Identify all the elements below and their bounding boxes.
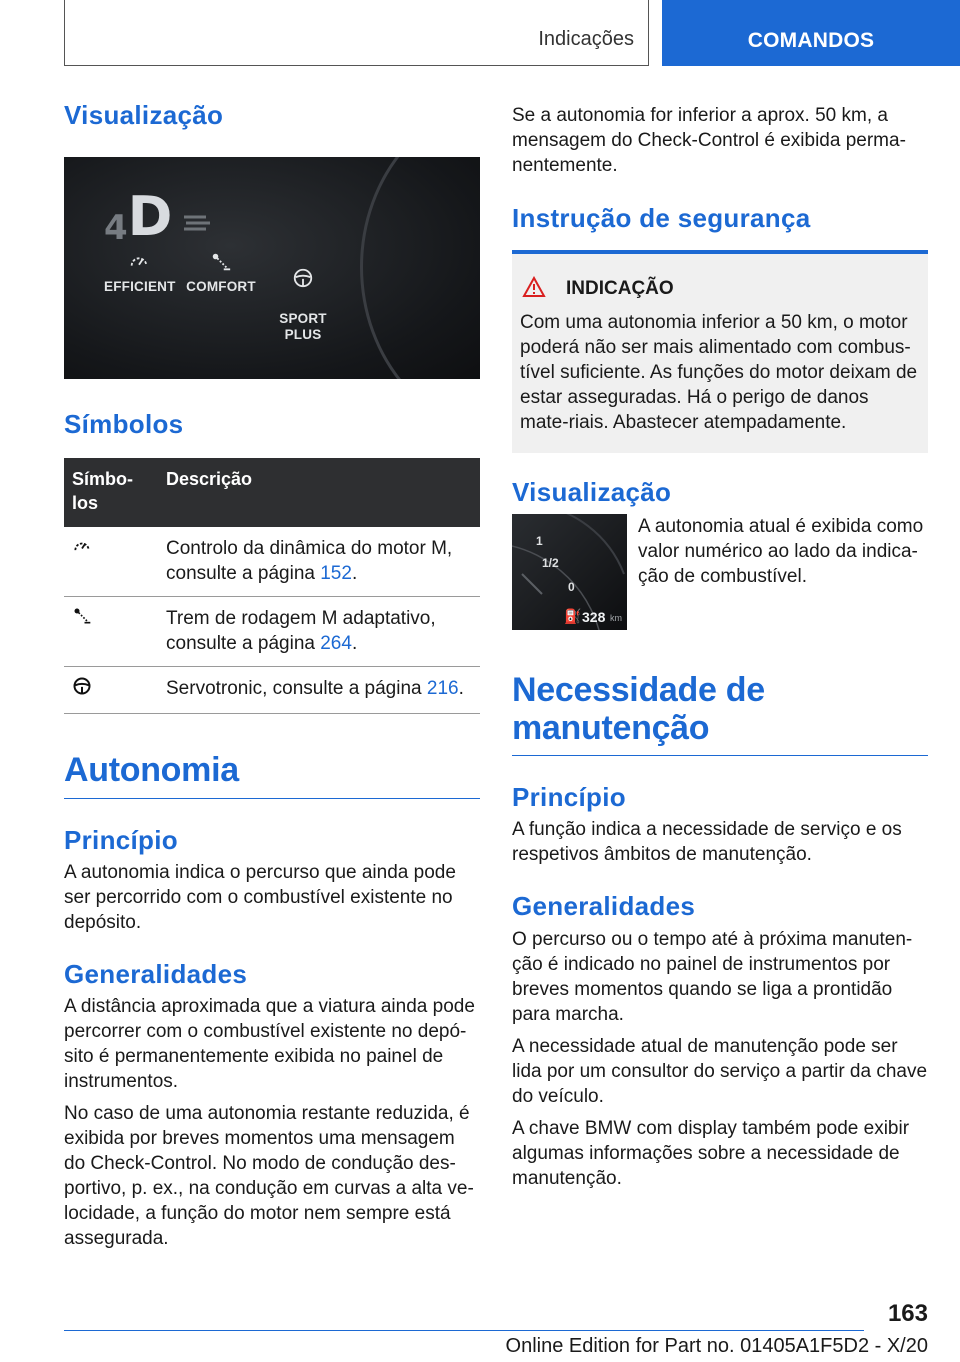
manutencao-heading: Necessidade de manutenção [512, 672, 928, 756]
table-header-row [64, 458, 480, 527]
principio-heading: Princípio [64, 824, 178, 855]
autonomia-heading: Autonomia [64, 752, 480, 798]
right-column [512, 100, 928, 1191]
gear-indicator [104, 185, 216, 248]
page-number: 163 [887, 1300, 928, 1327]
row-end: . [458, 678, 464, 700]
fuel-display-block [512, 514, 928, 630]
generalidades-text-2: No caso de uma autonomia restante reduzida, é exibida por breves momentos uma mensagem do Check-Control. No modo de condução des-portivo, p. ex., na condução em curvas a alta ve-locidade, a função do motor nem sempre está assegurada. [64, 1103, 474, 1250]
generalidades-text-5: A chave BMW com display também pode exibir algumas informações sobre a necessidade de manutenção. [512, 1117, 910, 1189]
principio-text: A autonomia indica o percurso que ainda pode ser percorrido com o combustível existente no depósito. [64, 861, 456, 933]
header-chapter-label: COMANDOS [747, 29, 875, 52]
row-text: Servotronic, consulte a página [166, 678, 427, 700]
gauge-icon [72, 536, 92, 556]
row-text: Controlo da dinâmica do motor M, consulte a página [166, 538, 453, 585]
table-row [64, 527, 480, 597]
mode-sport-plus [268, 251, 338, 359]
mode-efficient-label: EFFICIENT [104, 279, 176, 295]
header-section-tab [64, 0, 649, 66]
edition-text: Online Edition for Part no. 01405A1F5D2 - X/20 [505, 1335, 928, 1357]
warning-title: INDICAÇÃO [566, 278, 674, 300]
mode-comfort-label: COMFORT [186, 279, 256, 295]
visualizacao-text: A autonomia atual é exibida como valor numérico ao lado da indica-ção de combustível. [638, 516, 924, 588]
fuel-mark-empty: 0 [568, 580, 575, 595]
symbol-cell [64, 667, 158, 714]
simbolos-heading: Símbolos [64, 409, 184, 440]
col-header-description: Descrição [158, 458, 480, 527]
description-cell [158, 597, 480, 667]
lane-lines-icon [182, 211, 216, 235]
gauge-arc [360, 157, 480, 379]
footer-rule [64, 1330, 864, 1331]
principio-heading-2: Princípio [512, 782, 626, 813]
fuel-mark-half: 1/2 [542, 556, 559, 571]
visualizacao-heading-2: Visualização [512, 477, 672, 508]
mode-efficient [104, 251, 174, 295]
header-chapter-tab [662, 0, 960, 66]
symbol-cell [64, 527, 158, 597]
mode-comfort [186, 251, 256, 295]
generalidades-heading: Generalidades [64, 958, 248, 989]
generalidades-text-4: A necessidade atual de manutenção pode ser lida por um consultor do serviço a partir da chave do veículo. [512, 1035, 928, 1107]
generalidades-heading-2: Generalidades [512, 891, 696, 922]
page-link[interactable]: 264 [320, 633, 352, 655]
principio-text-2: A função indica a necessidade de serviço e os respetivos âmbitos de manutenção. [512, 819, 902, 866]
warning-triangle-icon [522, 276, 546, 298]
gauge-icon [128, 251, 150, 273]
page-link[interactable]: 152 [320, 563, 352, 585]
visualizacao-heading: Visualização [64, 100, 224, 130]
fuel-mark-full: 1 [536, 534, 543, 549]
suspension-icon [72, 606, 92, 626]
col-header-symbols: Símbo- los [64, 458, 158, 527]
page-link[interactable]: 216 [426, 678, 459, 700]
mode-sport-plus-label: SPORT PLUS [279, 311, 327, 343]
intro-text: Se a autonomia for inferior a aprox. 50 km, a mensagem do Check-Control é exibida perma-nentemente. [512, 105, 906, 176]
fuel-pump-icon: ⛽ [564, 608, 582, 625]
gear-letter: D [127, 185, 173, 249]
generalidades-text-3: O percurso ou o tempo até à próxima manuten-ção é indicado no painel de instrumentos por breves momentos quando se liga a prontidão para marcha. [512, 928, 913, 1025]
drive-mode-display-image [64, 157, 480, 379]
steering-wheel-icon [72, 676, 92, 696]
symbol-cell [64, 597, 158, 667]
left-column [64, 100, 480, 1251]
row-text: Trem de rodagem M adaptativo, consulte a página [166, 608, 436, 655]
fuel-gauge-image [512, 514, 627, 630]
description-cell [158, 667, 480, 714]
header-section-label: Indicações [538, 28, 634, 50]
range-value: 328 [582, 609, 606, 626]
symbols-table [64, 458, 480, 714]
warning-text: Com uma autonomia inferior a 50 km, o motor poderá não ser mais alimentado com combus-tível suficiente. As funções do motor deixam de estar asseguradas. Há o perigo de danos mate-riais. Abastecer atempadamente. [520, 312, 918, 434]
row-end: . [351, 563, 358, 585]
table-row [64, 667, 480, 714]
generalidades-text-1: A distância aproximada que a viatura ainda pode percorrer com o combustível existente no depó-sito é permanentemente exibida no painel de instrumentos. [64, 996, 475, 1093]
steering-wheel-icon [292, 267, 314, 289]
suspension-icon [210, 251, 232, 273]
description-cell [158, 527, 480, 597]
range-unit: km [610, 613, 622, 624]
gear-number: 4 [104, 208, 128, 249]
warning-box [512, 250, 928, 453]
row-end: . [351, 633, 358, 655]
safety-heading: Instrução de segurança [512, 203, 811, 233]
table-row [64, 597, 480, 667]
